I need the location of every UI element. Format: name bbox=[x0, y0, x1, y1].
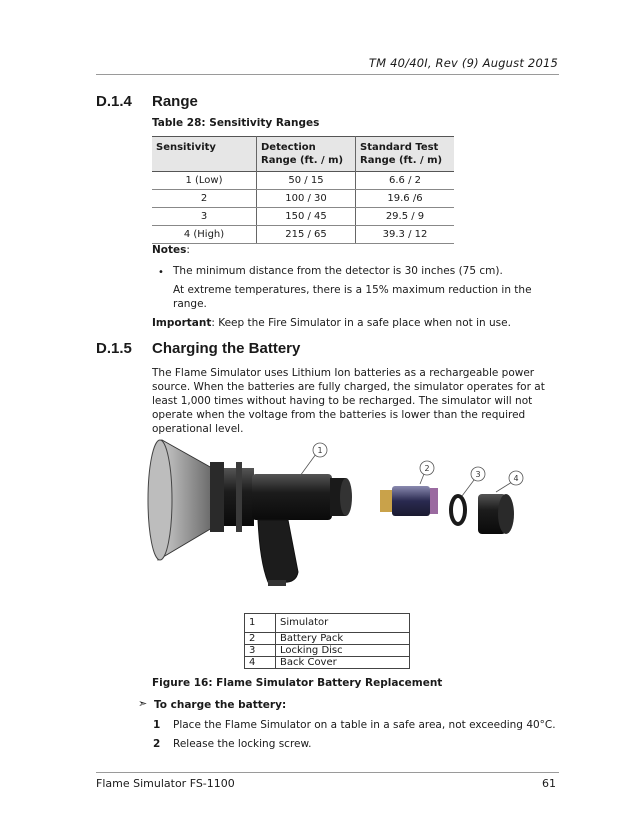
footer-rule bbox=[96, 772, 559, 773]
part-number: 3 bbox=[245, 645, 276, 657]
table-row bbox=[245, 657, 410, 669]
table-cell: 19.6 /6 bbox=[356, 190, 455, 208]
table-row bbox=[152, 172, 454, 190]
step-number: 2 bbox=[153, 738, 161, 750]
section-number: D.1.5 bbox=[96, 340, 132, 357]
table-cell: 2 bbox=[152, 190, 257, 208]
part-name: Back Cover bbox=[276, 657, 410, 669]
page-number: 61 bbox=[542, 777, 556, 790]
figure-caption: Figure 16: Flame Simulator Battery Replacement bbox=[152, 677, 443, 689]
callout-2: 2 bbox=[424, 464, 430, 473]
table-cell: 3 bbox=[152, 208, 257, 226]
column-header: Sensitivity bbox=[152, 137, 257, 172]
header-rule bbox=[96, 74, 559, 75]
section-title: Charging the Battery bbox=[152, 340, 301, 357]
table-cell: 6.6 / 2 bbox=[356, 172, 455, 190]
note-temperature-line-1: At extreme temperatures, there is a 15% maximum reduction in the bbox=[173, 284, 532, 296]
part-name: Battery Pack bbox=[276, 633, 410, 645]
table-cell: 150 / 45 bbox=[257, 208, 356, 226]
table-cell: 29.5 / 9 bbox=[356, 208, 455, 226]
note-temperature-line-2: range. bbox=[173, 298, 207, 310]
part-number: 1 bbox=[245, 614, 276, 633]
charging-paragraph: The Flame Simulator uses Lithium Ion batteries as a rechargeable power source. When the batteries are fully charged, the simulator operates for at least 1,000 times without having to be recharged. The simulator will not operate when the voltage from the batteries is lower than the required operational level. bbox=[152, 367, 545, 435]
table-row bbox=[152, 190, 454, 208]
section-title: Range bbox=[152, 93, 198, 110]
table-cell: 4 (High) bbox=[152, 226, 257, 244]
footer-product-name: Flame Simulator FS-1100 bbox=[96, 777, 235, 790]
parts-legend-table bbox=[244, 613, 410, 669]
part-name: Simulator bbox=[276, 614, 410, 633]
flame-simulator-illustration bbox=[140, 432, 540, 602]
table-row bbox=[152, 226, 454, 244]
section-number: D.1.4 bbox=[96, 93, 132, 110]
column-header: Standard Test Range (ft. / m) bbox=[356, 137, 455, 172]
table-cell: 1 (Low) bbox=[152, 172, 257, 190]
table-cell: 50 / 15 bbox=[257, 172, 356, 190]
table-row bbox=[245, 633, 410, 645]
sensitivity-table bbox=[152, 136, 454, 244]
table-row bbox=[245, 645, 410, 657]
part-number: 2 bbox=[245, 633, 276, 645]
table-caption: Table 28: Sensitivity Ranges bbox=[152, 117, 320, 129]
step-text: Release the locking screw. bbox=[173, 738, 312, 750]
note-minimum-distance: The minimum distance from the detector is 30 inches (75 cm). bbox=[173, 265, 503, 277]
table-cell: 215 / 65 bbox=[257, 226, 356, 244]
important-note: Important: Keep the Fire Simulator in a safe place when not in use. bbox=[152, 317, 511, 329]
callout-3: 3 bbox=[475, 470, 481, 479]
step-text: Place the Flame Simulator on a table in a safe area, not exceeding 40°C. bbox=[173, 719, 556, 731]
table-row bbox=[152, 208, 454, 226]
step-number: 1 bbox=[153, 719, 161, 731]
table-cell: 39.3 / 12 bbox=[356, 226, 455, 244]
document-reference: TM 40/40I, Rev (9) August 2015 bbox=[368, 56, 558, 70]
table-row bbox=[245, 614, 410, 633]
notes-label: Notes: bbox=[152, 244, 190, 256]
procedure-title: To charge the battery: bbox=[154, 699, 287, 711]
column-header: Detection Range (ft. / m) bbox=[257, 137, 356, 172]
table-cell: 100 / 30 bbox=[257, 190, 356, 208]
procedure-arrow-icon: ➣ bbox=[138, 697, 148, 710]
bullet-dot-icon: • bbox=[158, 267, 164, 278]
callout-1: 1 bbox=[317, 446, 323, 455]
part-name: Locking Disc bbox=[276, 645, 410, 657]
callout-4: 4 bbox=[513, 474, 519, 483]
part-number: 4 bbox=[245, 657, 276, 669]
